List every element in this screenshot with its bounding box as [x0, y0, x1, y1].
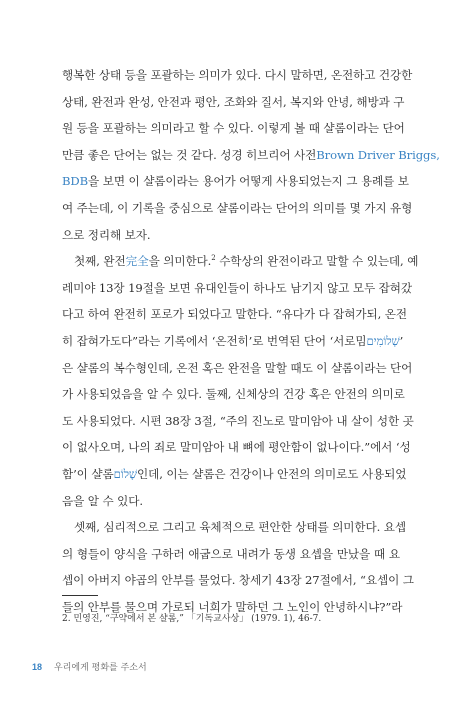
text-segment: 을 보면 이 샬롬이라는 용어가 어떻게 사용되었는지 그 용례를 보 [88, 174, 409, 189]
dictionary-abbreviation: BDB [62, 174, 89, 189]
page-number: 18 [32, 662, 43, 672]
text-line: 으로 정리해 보자. [62, 227, 151, 242]
dictionary-reference: Brown Driver Briggs, [316, 147, 440, 162]
text-segment: 인데, 이는 샬롬은 건강이나 안전의 의미로도 사용되었 [137, 466, 407, 481]
text-line: 다고 하여 완전히 포로가 되었다고 말한다. “유다가 다 잡혀가되, 온전 [62, 307, 407, 322]
text-line: 들의 안부를 물으며 가로되 너희가 말하던 그 노인이 안녕하시냐?”라 [62, 599, 403, 614]
hanja-gloss: 完全 [125, 254, 149, 269]
text-line: 가 사용되었음을 알 수 있다. 둘째, 신체상의 건강 혹은 안전의 의미로 [62, 387, 405, 402]
text-segment: 히 잡혀가도다”라는 기록에서 ‘온전히’로 번역된 단어 ‘서로밈 [62, 333, 367, 348]
text-line: 상태, 완전과 완성, 안전과 평안, 조화와 질서, 복지와 안녕, 해방과 구 [62, 94, 405, 109]
text-segment: 수학상의 완전이라고 말할 수 있는데, 예 [215, 254, 419, 269]
text-line: 레미야 13장 19절을 보면 유대인들이 하나도 남기지 않고 모두 잡혀갔 [62, 280, 412, 295]
text-segment: 만큼 좋은 단어는 없는 것 같다. 성경 히브리어 사전 [62, 147, 317, 162]
footnote-marker: 2 [211, 254, 216, 263]
text-line [62, 168, 409, 195]
text-line: 원 등을 포괄하는 의미라고 할 수 있다. 이렇게 볼 때 샬롬이라는 단어 [62, 121, 405, 136]
text-line [62, 328, 404, 355]
body-text [62, 62, 440, 620]
text-line: 은 샬롬의 복수형인데, 온전 혹은 완전을 말할 때도 이 샬롬이라는 단어 [62, 360, 413, 375]
text-line: 셋째, 심리적으로 그리고 육체적으로 편안한 상태를 의미한다. 요셉 [74, 520, 406, 535]
text-line: 도 사용되었다. 시편 38장 3절, “주의 진노로 말미암아 내 살이 성한 곳 [62, 413, 414, 428]
text-segment: 함’이 샬롬 [62, 466, 114, 481]
text-line: 의 형들이 양식을 구하러 애굽으로 내려가 동생 요셉을 만났을 때 요 [62, 546, 400, 561]
text-line [62, 461, 407, 488]
footnote-divider [62, 595, 98, 596]
text-line [62, 248, 419, 275]
text-line [62, 142, 440, 169]
text-segment: 을 의미한다. [148, 254, 212, 269]
text-segment: 첫째, 완전 [74, 254, 126, 269]
text-line: 음을 알 수 있다. [62, 493, 143, 508]
running-title: 우리에게 평화를 주소서 [54, 663, 147, 673]
text-segment: ’ [399, 333, 404, 348]
text-line: 행복한 상태 등을 포괄하는 의미가 있다. 다시 말하면, 온전하고 건강한 [62, 68, 413, 82]
page-footer [32, 660, 147, 673]
hebrew-word: שָׁלוֹם [113, 466, 138, 481]
text-line: 셉이 아버지 야곱의 안부를 물었다. 창세기 43장 27절에서, “요셉이 그 [62, 573, 414, 588]
hebrew-word: שְׁלוֹמִים [366, 333, 400, 348]
text-line: 이 없사오며, 나의 죄로 말미암아 내 뼈에 평안함이 없나이다.”에서 ‘성 [62, 440, 411, 455]
footnote: 2. 민영진, “구약에서 본 샬롬,” 「기독교사상」 (1979. 1), 46-7. [62, 614, 322, 624]
text-line: 여 주는데, 이 기록을 중심으로 샬롬이라는 단어의 의미를 몇 가지 유형 [62, 200, 413, 215]
